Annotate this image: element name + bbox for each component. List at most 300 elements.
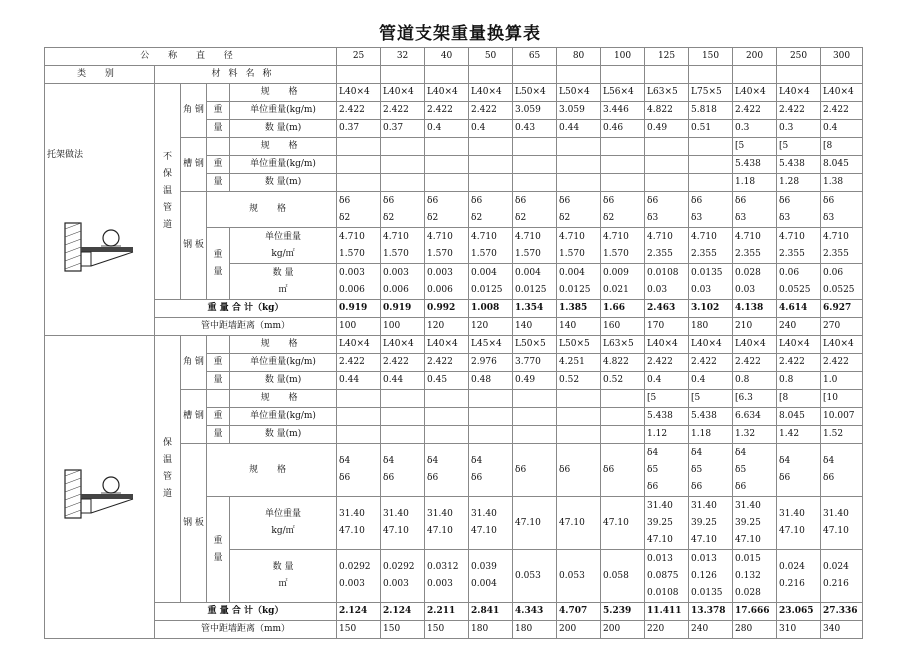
total-weight-value: 4.343 (513, 603, 557, 621)
cell-line: δ2 (383, 212, 395, 223)
angle-qty-value: 0.49 (645, 120, 689, 138)
weight-prefix: 重 (207, 156, 230, 174)
total-weight-value: 4.138 (733, 300, 777, 318)
cell-line: 1.570 (339, 248, 365, 259)
channel-spec-value: [6.3 (733, 390, 777, 408)
wall-distance-label: 管中距墙距离（mm） (155, 621, 337, 639)
cell-line: kg/㎡ (271, 248, 295, 259)
cell-line: 0.004 (471, 579, 497, 589)
total-weight-value: 0.919 (337, 300, 381, 318)
cell-line: 0.039 (471, 562, 497, 572)
angle-qty-value: 0.4 (821, 120, 863, 138)
cell-line: 0.003 (383, 579, 409, 589)
plate-unit-weight-value (557, 228, 601, 264)
cell-line: 2.355 (691, 248, 717, 259)
total-weight-value: 4.614 (777, 300, 821, 318)
plate-spec-value (337, 444, 381, 497)
empty-cell (425, 66, 469, 84)
cell-line: δ4 (647, 447, 659, 458)
plate-qty-value (689, 550, 733, 603)
plate-spec-value (733, 444, 777, 497)
plate-unit-weight-value (777, 497, 821, 550)
wall-distance-value: 340 (821, 621, 863, 639)
table-row (45, 621, 863, 639)
empty-cell (645, 66, 689, 84)
plate-unit-weight-value (469, 228, 513, 264)
bracket-diagram-icon (63, 468, 135, 520)
cell-line: 0.0108 (647, 587, 679, 598)
cell-line: δ6 (471, 195, 483, 206)
cell-line: 温 (162, 455, 172, 465)
cell-line: 47.10 (735, 534, 761, 545)
empty-cell (557, 66, 601, 84)
cell-line: δ6 (559, 195, 571, 206)
diameter-header: 100 (601, 48, 645, 66)
angle-spec-value: L40×4 (381, 336, 425, 354)
wall-distance-value: 120 (425, 318, 469, 336)
spec-label: 规 格 (230, 84, 337, 102)
angle-qty-value: 0.45 (425, 372, 469, 390)
cell-line: 0.003 (427, 579, 453, 589)
plate-spec-value (513, 444, 557, 497)
wall-distance-value: 220 (645, 621, 689, 639)
table-row (45, 84, 863, 102)
cell-line: 2.355 (779, 248, 805, 259)
plate-unit-weight-value (821, 228, 863, 264)
cell-line: 31.40 (691, 500, 717, 511)
cell-line: 4.710 (647, 231, 673, 242)
cell-line: 0.0292 (383, 562, 415, 572)
plate-qty-value (601, 550, 645, 603)
angle-spec-value: L40×4 (337, 336, 381, 354)
channel-spec-value: [5 (733, 138, 777, 156)
cell-line: 量 (213, 266, 223, 277)
channel-unit-weight-value: 10.007 (821, 408, 863, 426)
insulated-figure (45, 336, 155, 639)
channel-spec-value (601, 390, 645, 408)
cell-line: 0.006 (339, 284, 365, 295)
plate-qty-value (513, 550, 557, 603)
angle-qty-value: 0.4 (689, 372, 733, 390)
weight-prefix: 重 (207, 354, 230, 372)
cell-line: δ6 (383, 473, 395, 483)
plate-qty-value (645, 264, 689, 300)
cell-line: δ6 (647, 195, 659, 206)
table-body (45, 48, 863, 639)
cell-line: 1.570 (515, 248, 541, 259)
cell-line: 4.710 (559, 231, 585, 242)
wall-distance-value: 120 (469, 318, 513, 336)
channel-unit-weight-value (425, 156, 469, 174)
channel-spec-value (513, 138, 557, 156)
angle-qty-value: 0.44 (557, 120, 601, 138)
channel-unit-weight-value (513, 156, 557, 174)
channel-unit-weight-value: 8.045 (821, 156, 863, 174)
wall-distance-value: 100 (381, 318, 425, 336)
table-row (45, 336, 863, 354)
cell-line: 0.216 (779, 579, 805, 589)
plate-spec-value (645, 192, 689, 228)
channel-qty-value (381, 426, 425, 444)
cell-line: δ2 (471, 212, 483, 223)
plate-spec-value (381, 444, 425, 497)
channel-unit-weight-value (469, 408, 513, 426)
channel-qty-value (425, 174, 469, 192)
unit-weight-label (230, 228, 337, 264)
cell-line: δ6 (735, 481, 747, 492)
channel-qty-value (337, 174, 381, 192)
cell-line: δ4 (691, 447, 703, 458)
cell-line: 单位重量 (265, 231, 302, 242)
cell-line: 4.710 (515, 231, 541, 242)
cell-line: δ3 (823, 212, 835, 223)
angle-unit-weight-value: 2.422 (777, 102, 821, 120)
cell-line: 0.003 (383, 267, 409, 278)
cell-line: δ6 (691, 481, 703, 492)
plate-spec-value (381, 192, 425, 228)
angle-spec-value: L40×4 (425, 84, 469, 102)
cell-line: ㎡ (278, 579, 288, 589)
cell-line: kg/㎡ (271, 526, 295, 536)
cell-line: 0.0108 (647, 267, 679, 278)
channel-unit-weight-value (381, 156, 425, 174)
cell-line: 0.126 (691, 570, 717, 581)
cell-line: δ4 (383, 456, 395, 466)
cell-line: δ6 (823, 195, 835, 206)
cell-line: 4.710 (427, 231, 453, 242)
plate-qty-value (381, 264, 425, 300)
cell-line: 0.058 (603, 570, 629, 581)
total-weight-value: 4.707 (557, 603, 601, 621)
cell-line: 2.355 (647, 248, 673, 259)
table-row (45, 318, 863, 336)
qty-label (230, 264, 337, 300)
empty-cell (207, 138, 230, 156)
table-row (45, 48, 863, 66)
plate-unit-weight-value (821, 497, 863, 550)
cell-line: 数 量 (272, 562, 294, 572)
angle-spec-value: L50×4 (557, 84, 601, 102)
channel-unit-weight-value (689, 156, 733, 174)
cell-line: 0.028 (735, 587, 761, 598)
bracket-method-label: 托架做法 (47, 149, 84, 160)
angle-unit-weight-value: 2.422 (337, 102, 381, 120)
channel-spec-value: [10 (821, 390, 863, 408)
channel-qty-value: 1.28 (777, 174, 821, 192)
cell-line: 47.10 (647, 534, 673, 545)
channel-unit-weight-value: 5.438 (689, 408, 733, 426)
weight-qty-prefix (207, 497, 230, 603)
channel-qty-value: 1.12 (645, 426, 689, 444)
cell-line: 0.015 (735, 553, 761, 564)
angle-qty-value: 0.51 (689, 120, 733, 138)
empty-cell (821, 66, 863, 84)
empty-cell (733, 66, 777, 84)
angle-qty-value: 0.37 (381, 120, 425, 138)
plate-qty-value (821, 550, 863, 603)
wall-distance-value: 140 (513, 318, 557, 336)
plate-unit-weight-value (381, 497, 425, 550)
cell-line: 0.0525 (779, 284, 811, 295)
channel-unit-weight-value (469, 156, 513, 174)
wall-distance-value: 150 (381, 621, 425, 639)
empty-cell (601, 66, 645, 84)
cell-line: δ6 (823, 473, 835, 483)
cell-line: δ5 (647, 464, 659, 475)
cell-line: 0.053 (559, 570, 585, 581)
diameter-header: 300 (821, 48, 863, 66)
cell-line: δ3 (735, 212, 747, 223)
wall-distance-value: 140 (557, 318, 601, 336)
channel-qty-value (689, 174, 733, 192)
cell-line: 4.710 (383, 231, 409, 242)
spec-label: 规 格 (230, 336, 337, 354)
angle-qty-value: 0.44 (337, 372, 381, 390)
wall-distance-value: 160 (601, 318, 645, 336)
angle-qty-value: 0.8 (733, 372, 777, 390)
angle-unit-weight-value: 5.818 (689, 102, 733, 120)
cell-line: 31.40 (339, 509, 365, 519)
channel-unit-weight-value (381, 408, 425, 426)
cell-line: δ6 (603, 195, 615, 206)
cell-line: 39.25 (647, 517, 673, 528)
channel-spec-value (337, 138, 381, 156)
cell-line: 单位重量 (265, 509, 302, 519)
angle-qty-value: 0.48 (469, 372, 513, 390)
total-weight-value: 2.124 (337, 603, 381, 621)
channel-qty-value: 1.18 (733, 174, 777, 192)
cell-line: 0.003 (339, 579, 365, 589)
cell-line: δ6 (691, 195, 703, 206)
plate-spec-value (557, 444, 601, 497)
angle-spec-value: L63×5 (601, 336, 645, 354)
plate-unit-weight-value (513, 497, 557, 550)
cell-line: 1.570 (603, 248, 629, 259)
diameter-header: 25 (337, 48, 381, 66)
steel-plate-label: 钢 板 (181, 444, 207, 603)
spec-label: 规 格 (207, 444, 337, 497)
cell-line: 4.710 (823, 231, 849, 242)
plate-spec-value (821, 192, 863, 228)
cell-line: δ6 (427, 195, 439, 206)
plate-spec-value (689, 444, 733, 497)
angle-unit-weight-value: 2.422 (469, 102, 513, 120)
cell-line: δ2 (427, 212, 439, 223)
empty-cell (337, 66, 381, 84)
cell-line: 31.40 (823, 509, 849, 519)
plate-unit-weight-value (601, 228, 645, 264)
angle-spec-value: L75×5 (689, 84, 733, 102)
angle-unit-weight-value: 4.822 (645, 102, 689, 120)
cell-line: δ6 (339, 473, 351, 483)
unit-weight-label: 单位重量(kg/m) (230, 354, 337, 372)
wall-distance-value: 270 (821, 318, 863, 336)
cell-line: 道 (162, 489, 172, 499)
total-weight-value: 0.919 (381, 300, 425, 318)
angle-spec-value: L50×5 (513, 336, 557, 354)
plate-qty-value (469, 264, 513, 300)
channel-spec-value (689, 138, 733, 156)
cell-line: δ6 (471, 473, 483, 483)
plate-spec-value (425, 444, 469, 497)
angle-spec-value: L40×4 (821, 336, 863, 354)
cell-line: 39.25 (691, 517, 717, 528)
diameter-header: 40 (425, 48, 469, 66)
cell-line: 量 (213, 552, 223, 563)
qty-label: 数 量(m) (230, 426, 337, 444)
wall-distance-value: 280 (733, 621, 777, 639)
cell-line: 0.06 (823, 267, 844, 278)
cell-line: 31.40 (647, 500, 673, 511)
angle-spec-value: L40×4 (381, 84, 425, 102)
bracket-diagram-icon (63, 221, 135, 273)
cell-line: 0.004 (471, 267, 497, 278)
qty-label: 数 量(m) (230, 174, 337, 192)
angle-unit-weight-value: 4.822 (601, 354, 645, 372)
qty-label: 数 量(m) (230, 372, 337, 390)
cell-line: δ6 (647, 481, 659, 492)
nominal-diameter-label: 公 称 直 径 (45, 48, 337, 66)
cell-line: 0.132 (735, 570, 761, 581)
channel-spec-value (513, 390, 557, 408)
channel-unit-weight-value (557, 408, 601, 426)
unit-weight-label: 单位重量(kg/m) (230, 156, 337, 174)
plate-unit-weight-value (425, 228, 469, 264)
unit-weight-label (230, 497, 337, 550)
cell-line: 47.10 (339, 526, 365, 536)
wall-distance-value: 210 (733, 318, 777, 336)
cell-line: 不 (162, 152, 172, 162)
channel-qty-value (469, 426, 513, 444)
channel-spec-value (337, 390, 381, 408)
plate-qty-value (645, 550, 689, 603)
plate-spec-value (777, 192, 821, 228)
plate-spec-value (777, 444, 821, 497)
cell-line: 31.40 (471, 509, 497, 519)
cell-line: δ6 (339, 195, 351, 206)
channel-spec-value (381, 138, 425, 156)
angle-unit-weight-value: 3.446 (601, 102, 645, 120)
weight-prefix: 重 (207, 408, 230, 426)
cell-line: 0.03 (647, 284, 668, 295)
total-weight-value: 1.385 (557, 300, 601, 318)
cell-line: ㎡ (278, 284, 288, 295)
angle-unit-weight-value: 2.422 (381, 354, 425, 372)
cell-line: 2.355 (823, 248, 849, 259)
angle-spec-value: L63×5 (645, 84, 689, 102)
empty-cell (207, 390, 230, 408)
cell-line: 保 (162, 169, 172, 179)
cell-line: 39.25 (735, 517, 761, 528)
cell-line: 47.10 (559, 517, 585, 528)
plate-unit-weight-value (689, 228, 733, 264)
cell-line: 0.0125 (471, 284, 503, 295)
cell-line: 0.06 (779, 267, 800, 278)
total-weight-value: 5.239 (601, 603, 645, 621)
total-weight-label: 重 量 合 计（kg） (155, 300, 337, 318)
wall-distance-value: 150 (337, 621, 381, 639)
pipe-type-label (155, 84, 181, 300)
plate-unit-weight-value (601, 497, 645, 550)
diameter-header: 150 (689, 48, 733, 66)
plate-unit-weight-value (513, 228, 557, 264)
channel-spec-value (469, 138, 513, 156)
cell-line: 0.004 (559, 267, 585, 278)
channel-spec-value (425, 138, 469, 156)
wall-distance-value: 200 (557, 621, 601, 639)
channel-unit-weight-value (645, 156, 689, 174)
diameter-header: 50 (469, 48, 513, 66)
cell-line: δ4 (427, 456, 439, 466)
plate-spec-value (601, 192, 645, 228)
plate-qty-value (381, 550, 425, 603)
total-weight-value: 2.211 (425, 603, 469, 621)
cell-line: δ6 (735, 195, 747, 206)
cell-line: 0.004 (515, 267, 541, 278)
angle-qty-value: 0.4 (469, 120, 513, 138)
plate-qty-value (513, 264, 557, 300)
plate-spec-value (733, 192, 777, 228)
cell-line: 保 (162, 438, 172, 448)
angle-unit-weight-value: 2.422 (425, 354, 469, 372)
channel-steel-label: 槽 钢 (181, 390, 207, 444)
cell-line: 1.570 (471, 248, 497, 259)
cell-line: 4.710 (735, 231, 761, 242)
empty-cell (689, 66, 733, 84)
plate-unit-weight-value (733, 497, 777, 550)
empty-cell (777, 66, 821, 84)
angle-qty-value: 0.43 (513, 120, 557, 138)
plate-qty-value (469, 550, 513, 603)
qty-prefix: 量 (207, 426, 230, 444)
plate-qty-value (689, 264, 733, 300)
cell-line: 管 (162, 203, 172, 213)
channel-qty-value (557, 426, 601, 444)
pipe-type-label (155, 336, 181, 603)
empty-cell (513, 66, 557, 84)
channel-unit-weight-value: 8.045 (777, 408, 821, 426)
angle-unit-weight-value: 2.422 (689, 354, 733, 372)
cell-line: 4.710 (339, 231, 365, 242)
unit-weight-label: 单位重量(kg/m) (230, 102, 337, 120)
cell-line: δ2 (603, 212, 615, 223)
cell-line: 1.570 (427, 248, 453, 259)
plate-spec-value (513, 192, 557, 228)
angle-unit-weight-value: 3.059 (513, 102, 557, 120)
angle-spec-value: L40×4 (821, 84, 863, 102)
cell-line: 1.570 (383, 248, 409, 259)
diameter-header: 250 (777, 48, 821, 66)
cell-line: δ6 (383, 195, 395, 206)
cell-line: 0.0125 (515, 284, 547, 295)
angle-spec-value: L50×5 (557, 336, 601, 354)
empty-cell (207, 336, 230, 354)
plate-unit-weight-value (557, 497, 601, 550)
channel-spec-value (557, 138, 601, 156)
total-weight-value: 11.411 (645, 603, 689, 621)
cell-line: 0.0525 (823, 284, 855, 295)
plate-spec-value (601, 444, 645, 497)
channel-spec-value (381, 390, 425, 408)
cell-line: δ4 (779, 456, 791, 466)
channel-qty-value (469, 174, 513, 192)
channel-qty-value (513, 174, 557, 192)
channel-qty-value: 1.52 (821, 426, 863, 444)
angle-unit-weight-value: 3.059 (557, 102, 601, 120)
qty-prefix: 量 (207, 174, 230, 192)
angle-spec-value: L56×4 (601, 84, 645, 102)
cell-line: 0.024 (779, 562, 805, 572)
